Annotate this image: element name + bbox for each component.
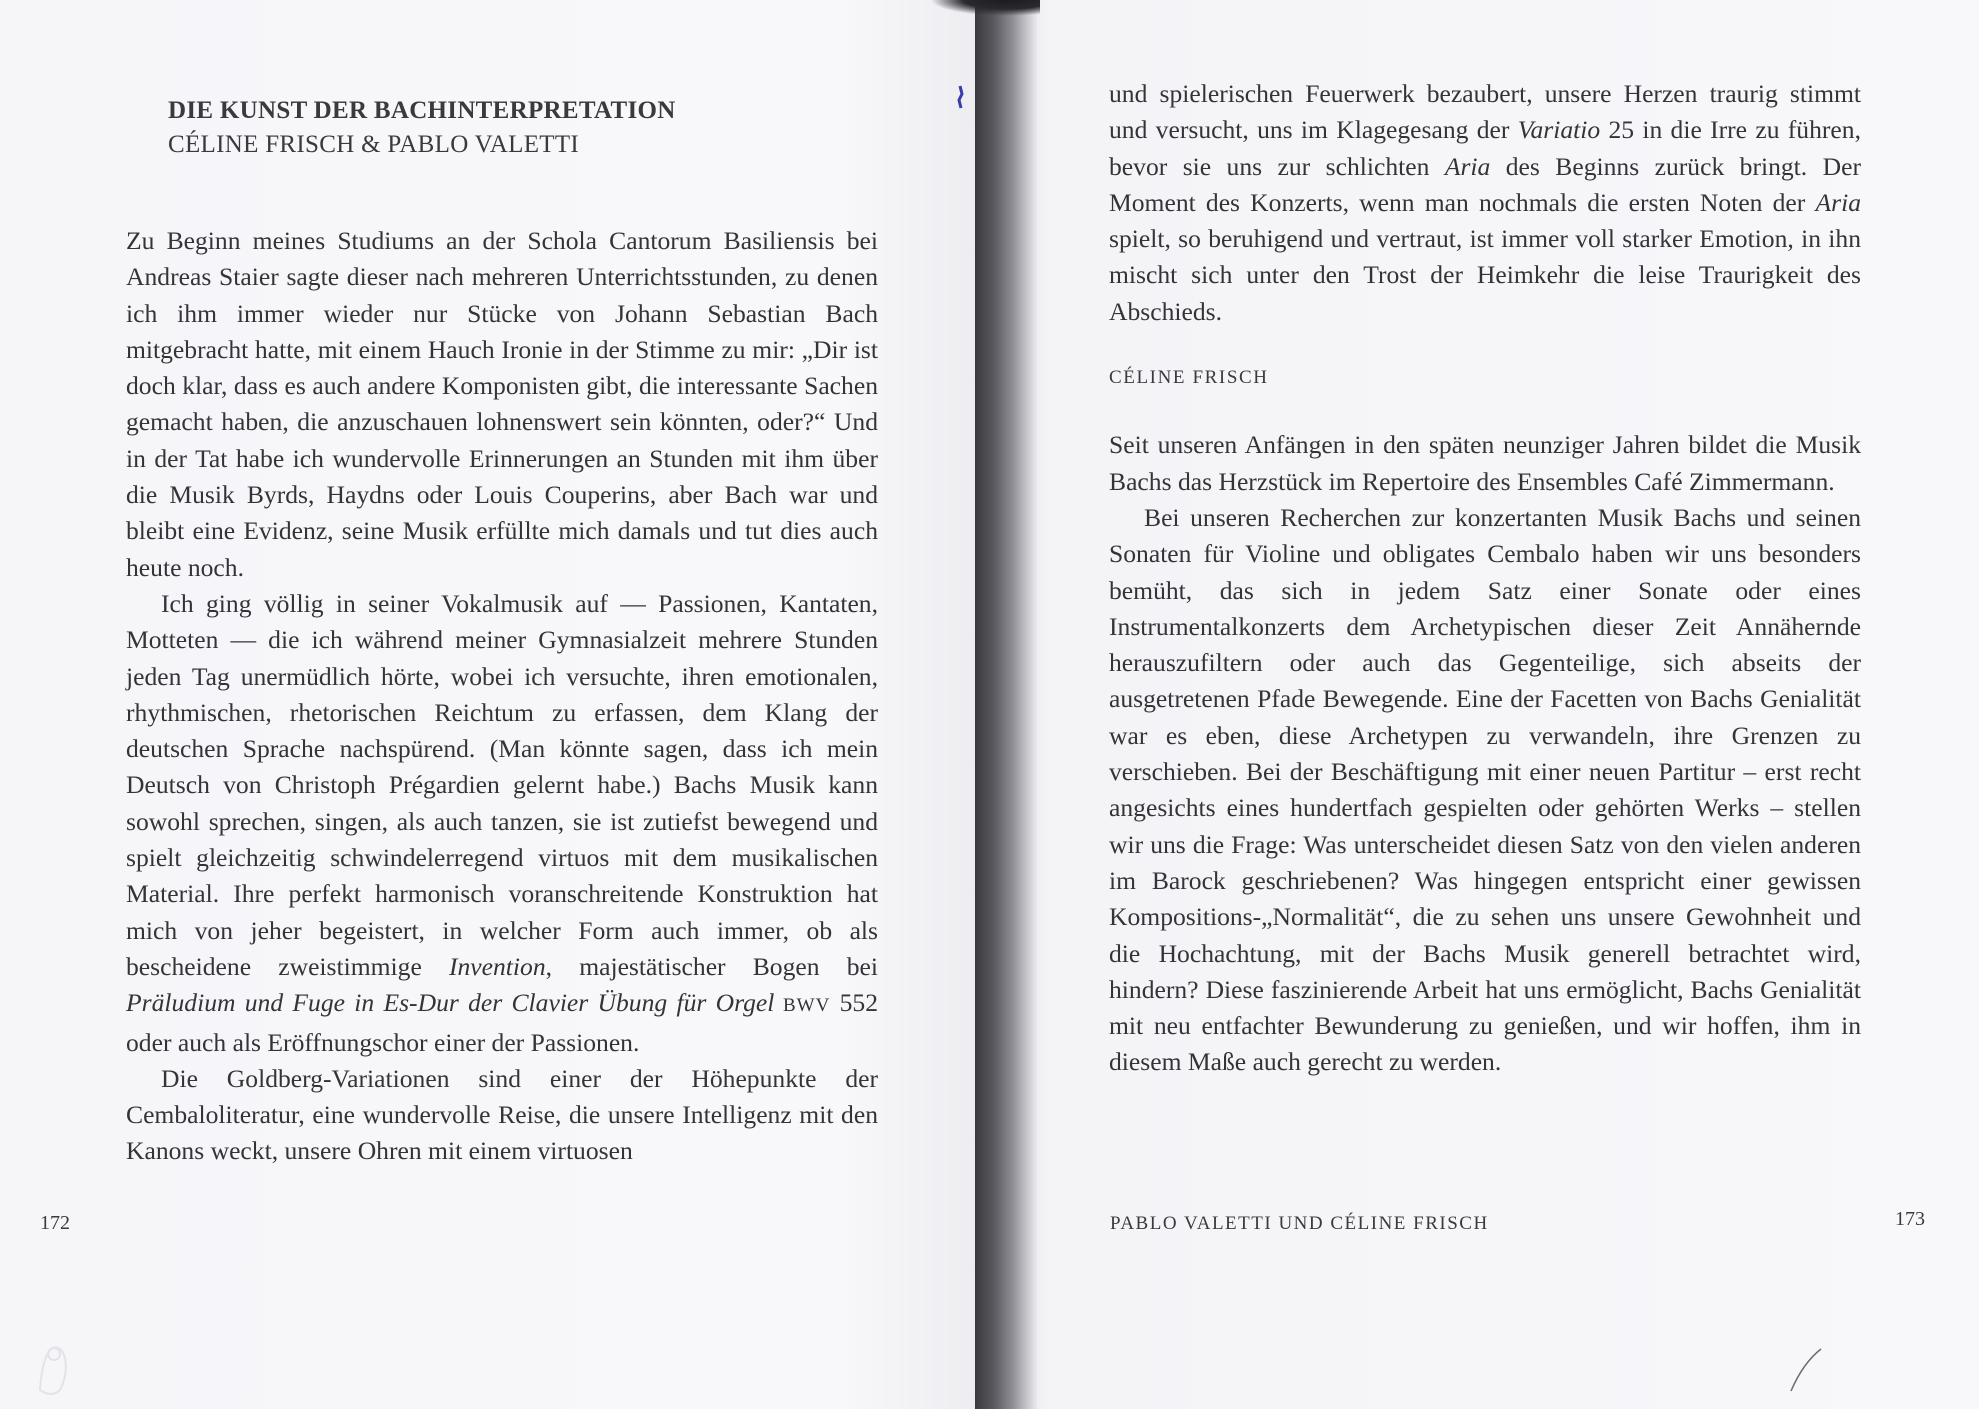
text-run: 25 in die Irre zu führen, bevor sie uns zur schlichten (1109, 115, 1861, 181)
text-run: des Beginns zurück bringt. Der Moment des Konzerts, wenn man nochmals die ersten Noten der (1109, 151, 1861, 217)
chapter-authors: CÉLINE FRISCH & PABLO VALETTI (168, 131, 580, 158)
ink-mark (954, 84, 966, 110)
text-run: Zu Beginn meines Studiums an der Schola Cantorum Basiliensis bei Andreas Staier sagte dieser nach mehreren Unterrichtsstunden, zu denen ich ihm immer wieder nur Stücke von Johann Sebastian Bach mitgebracht hatte, mit einem Hauch Ironie in der Stimme zu mir: „Dir ist doch klar, dass es auch andere Komponisten gibt, die interessante Sachen gemacht haben, die anzuschauen lohnenswert sein könnten, oder?“ Und in der Tat habe ich wundervolle Erinnerungen an Stunden mit ihm über die Musik Byrds, Haydns oder Louis Couperins, aber Bach war und bleibt eine Evidenz, seine Musik erfüllte mich damals und tut dies auch heute noch. (126, 226, 878, 582)
left-paragraph-3 (126, 1061, 878, 1170)
text-run: spielt, so beruhigend und vertraut, ist immer voll starker Emotion, in ihn mischt sich unter den Trost der Heimkehr die leise Traurigkeit des Abschieds. (1109, 224, 1861, 326)
right-page (990, 0, 1979, 1409)
page-number-right: 173 (1895, 1208, 1925, 1230)
right-paragraph-2: Bei unseren Recherchen zur konzertanten Musik Bachs und seinen Sonaten für Violine und obligates Cembalo haben wir uns besonders bemüht, das sich in jedem Satz einer Sonate oder eines Instrumentalkonzerts dem Archetypischen dieser Zeit Annähernde herauszufiltern oder auch das Gegenteilige, sich abseits der ausgetretenen Pfade Bewegende. Eine der Facetten von Bachs Genialität war es eben, diese Archetypen zu verwandeln, ihre Grenzen zu verschieben. Bei der Beschäftigung mit einer neuen Partitur – erst recht angesichts eines hundertfach gespielten oder gehörten Werks – stellen wir uns die Frage: Was unterscheidet diesen Satz von den vielen anderen im Barock geschriebenen? Was hingegen entspricht einer gewissen Kompositions-„Normalität“, die zu sehen uns unsere Gewohnheit und die Hochachtung, mit der Bachs Musik generell betrachtet wird, hindern? Diese faszinierende Arbeit hat uns ermöglicht, Bachs Genialität mit neu entfachter Bewunderung zu genießen, und wir hoffen, ihm in diesem Maße auch gerecht zu werden. (1109, 502, 1861, 1077)
faint-stamp-mark (30, 1320, 80, 1400)
right-paragraph-1: Seit unseren Anfängen in den späten neunziger Jahren bildet die Musik Bachs das Herzstück im Repertoire des Ensembles Café Zimmermann. (1109, 430, 1861, 496)
text-run: Die Goldberg-Variationen sind einer der Höhepunkte der Cembaloliteratur, eine wundervolle Reise, die unsere Intelligenz mit den Kanons weckt, unsere Ohren mit einem virtuosen (126, 1063, 878, 1166)
italic-run: Aria (1444, 151, 1491, 181)
smallcaps-run: BWV (774, 995, 831, 1017)
italic-run: Invention (448, 951, 546, 981)
left-body-text (126, 223, 878, 1170)
italic-run: Variatio (1517, 115, 1601, 145)
book-gutter-shadow (975, 0, 1037, 1409)
section-subheading: CÉLINE FRISCH (1109, 367, 1269, 389)
italic-run: Aria (1815, 187, 1861, 217)
text-run: 552 oder auch als Eröffnungschor einer der Passionen. (126, 988, 878, 1057)
running-footer: PABLO VALETTI UND CÉLINE FRISCH (1110, 1213, 1489, 1234)
left-paragraph-2 (126, 586, 878, 1061)
text-run: und spielerischen Feuerwerk bezaubert, unsere Herzen traurig stimmt und versucht, uns im Klagegesang der (1109, 79, 1861, 145)
italic-run: Präludium und Fuge in Es-Dur der Clavier Übung für Orgel (126, 988, 775, 1018)
pencil-stroke-mark (1785, 1345, 1825, 1395)
chapter-title: DIE KUNST DER BACHINTERPRETATION (168, 97, 676, 124)
left-paragraph-1 (126, 223, 878, 586)
text-run: , majestätischer Bogen bei (545, 951, 878, 981)
chapter-heading (168, 97, 676, 159)
gutter-top-shadow (930, 0, 1040, 16)
page-number-left: 172 (40, 1212, 70, 1234)
right-intro-paragraph (1109, 76, 1861, 330)
text-run: Ich ging völlig in seiner Vokalmusik auf — Passionen, Kantaten, Motteten — die ich während meiner Gymnasialzeit mehrere Stunden jeden Tag unermüdlich hörte, wobei ich versuchte, ihren emotionalen, rhythmischen, rhetorischen Reichtum zu erfassen, dem Klang der deutschen Sprache nachspürend. (Man könnte sagen, dass ich mein Deutsch von Christoph Prégardien gelernt habe.) Bachs Musik kann sowohl sprechen, singen, als auch tanzen, sie ist zutiefst bewegend und spielt gleichzeitig schwindelerregend virtuos mit dem musikalischen Material. Ihre perfekt harmonisch voranschreitende Konstruktion hat mich von jeher begeistert, in welcher Form auch immer, ob als bescheidene zweistimmige (126, 588, 878, 981)
right-body-text (1109, 76, 1861, 1081)
